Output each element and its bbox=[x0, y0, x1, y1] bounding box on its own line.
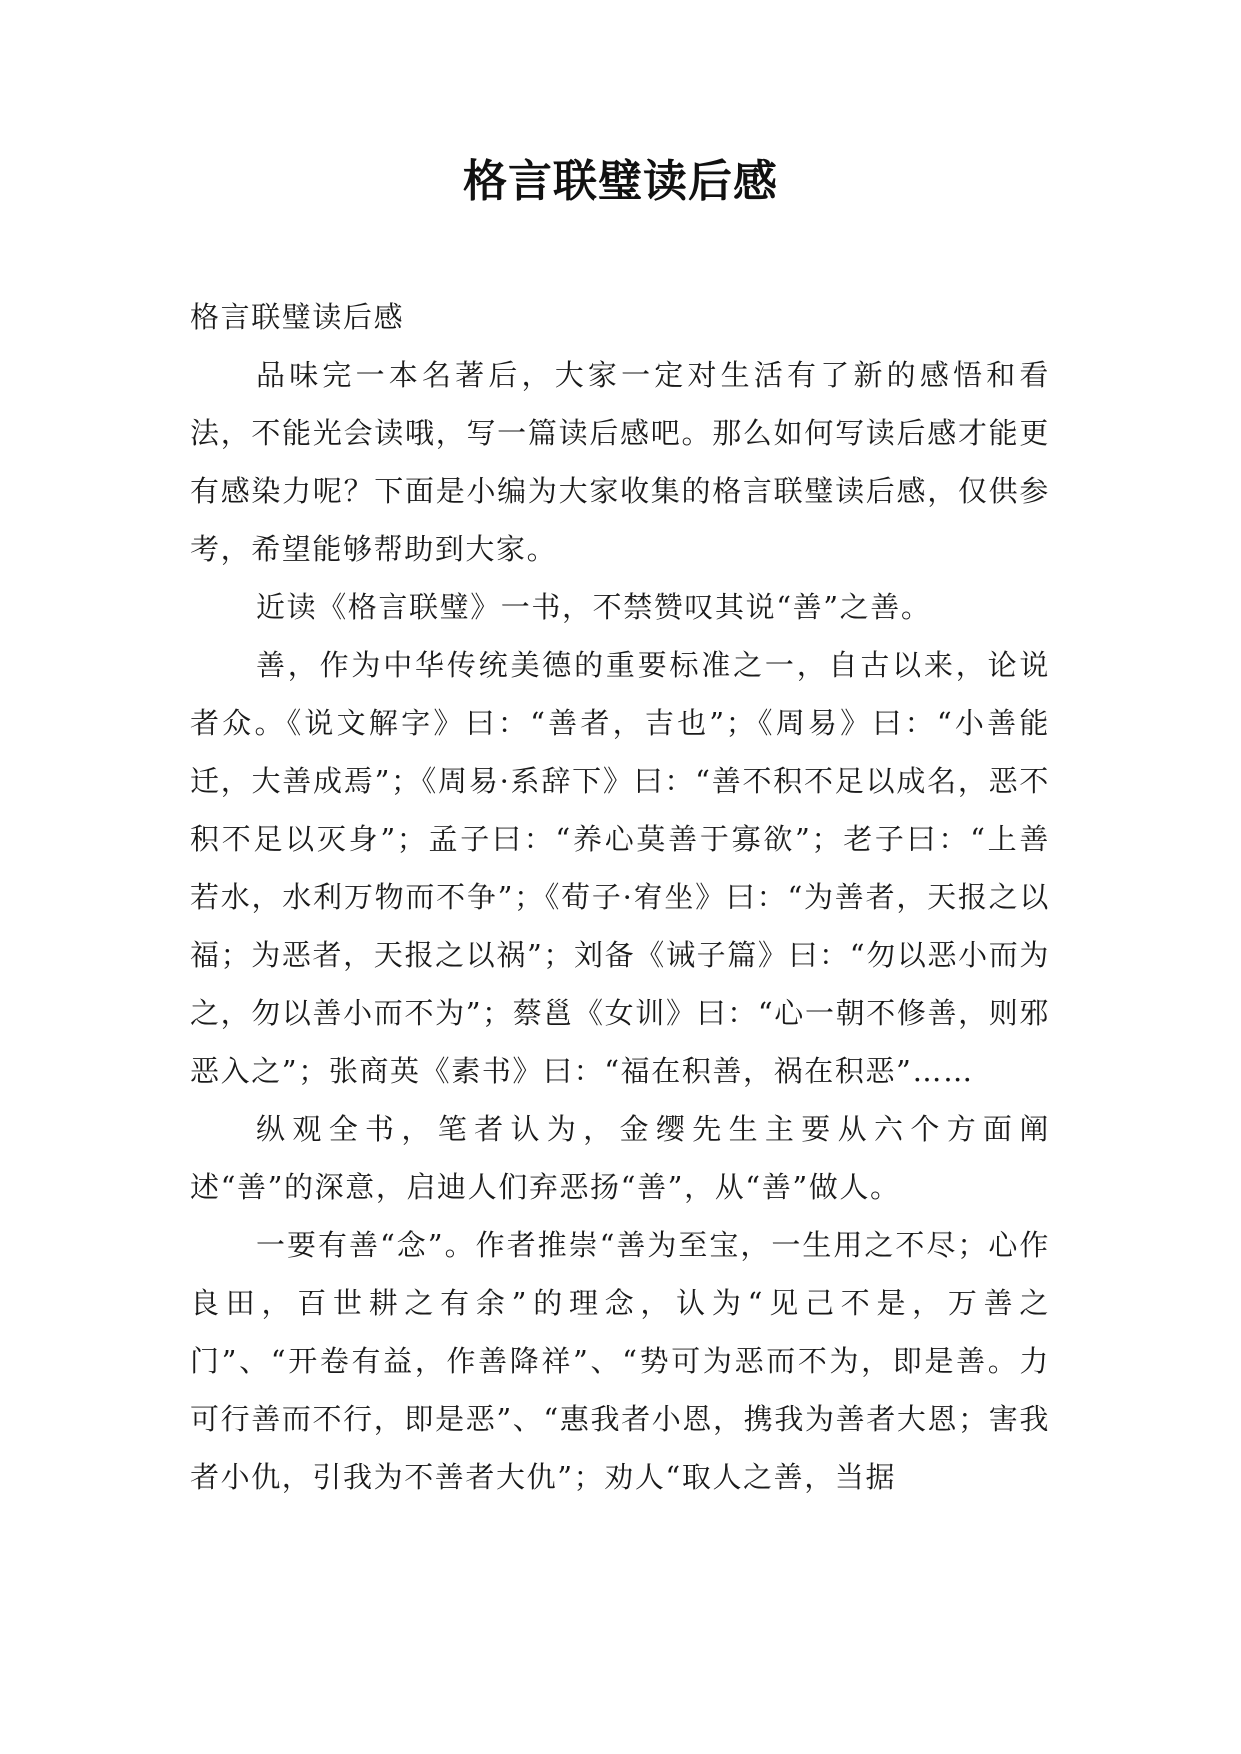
paragraph: 一要有善“念”。作者推崇“善为至宝，一生用之不尽；心作良田，百世耕之有余”的理念，认为“见己不是，万善之门”、“开卷有益，作善降祥”、“势可为恶而不为，即是善。力可行善而不行，即是恶”、“惠我者小恩，携我为善者大恩；害我者小仇，引我为不善者大仇”；劝人“取人之善，当据 bbox=[190, 1228, 1050, 1494]
document-title: 格言联璧读后感 bbox=[463, 156, 778, 207]
document-body bbox=[190, 288, 1050, 1506]
paragraph: 善，作为中华传统美德的重要标准之一，自古以来，论说者众。《说文解字》曰：“善者，吉也”；《周易》曰：“小善能迁，大善成焉”；《周易·系辞下》曰：“善不积不足以成名，恶不积不足以灭身”；孟子曰：“养心莫善于寡欲”；老子曰：“上善若水，水利万物而不争”；《荀子·宥坐》曰：“为善者，天报之以福；为恶者，天报之以祸”；刘备《诫子篇》曰：“勿以恶小而为之，勿以善小而不为”；蔡邕《女训》曰：“心一朝不修善，则邪恶入之”；张商英《素书》曰：“福在积善，祸在积恶”…… bbox=[190, 648, 1050, 1088]
document-subtitle: 格言联璧读后感 bbox=[190, 300, 405, 334]
paragraph: 品味完一本名著后，大家一定对生活有了新的感悟和看法，不能光会读哦，写一篇读后感吧。那么如何写读后感才能更有感染力呢？下面是小编为大家收集的格言联璧读后感，仅供参考，希望能够帮助到大家。 bbox=[190, 358, 1050, 566]
paragraph: 纵观全书，笔者认为，金缨先生主要从六个方面阐述“善”的深意，启迪人们弃恶扬“善”，从“善”做人。 bbox=[190, 1112, 1050, 1204]
paragraph: 近读《格言联璧》一书，不禁赞叹其说“善”之善。 bbox=[256, 590, 932, 624]
